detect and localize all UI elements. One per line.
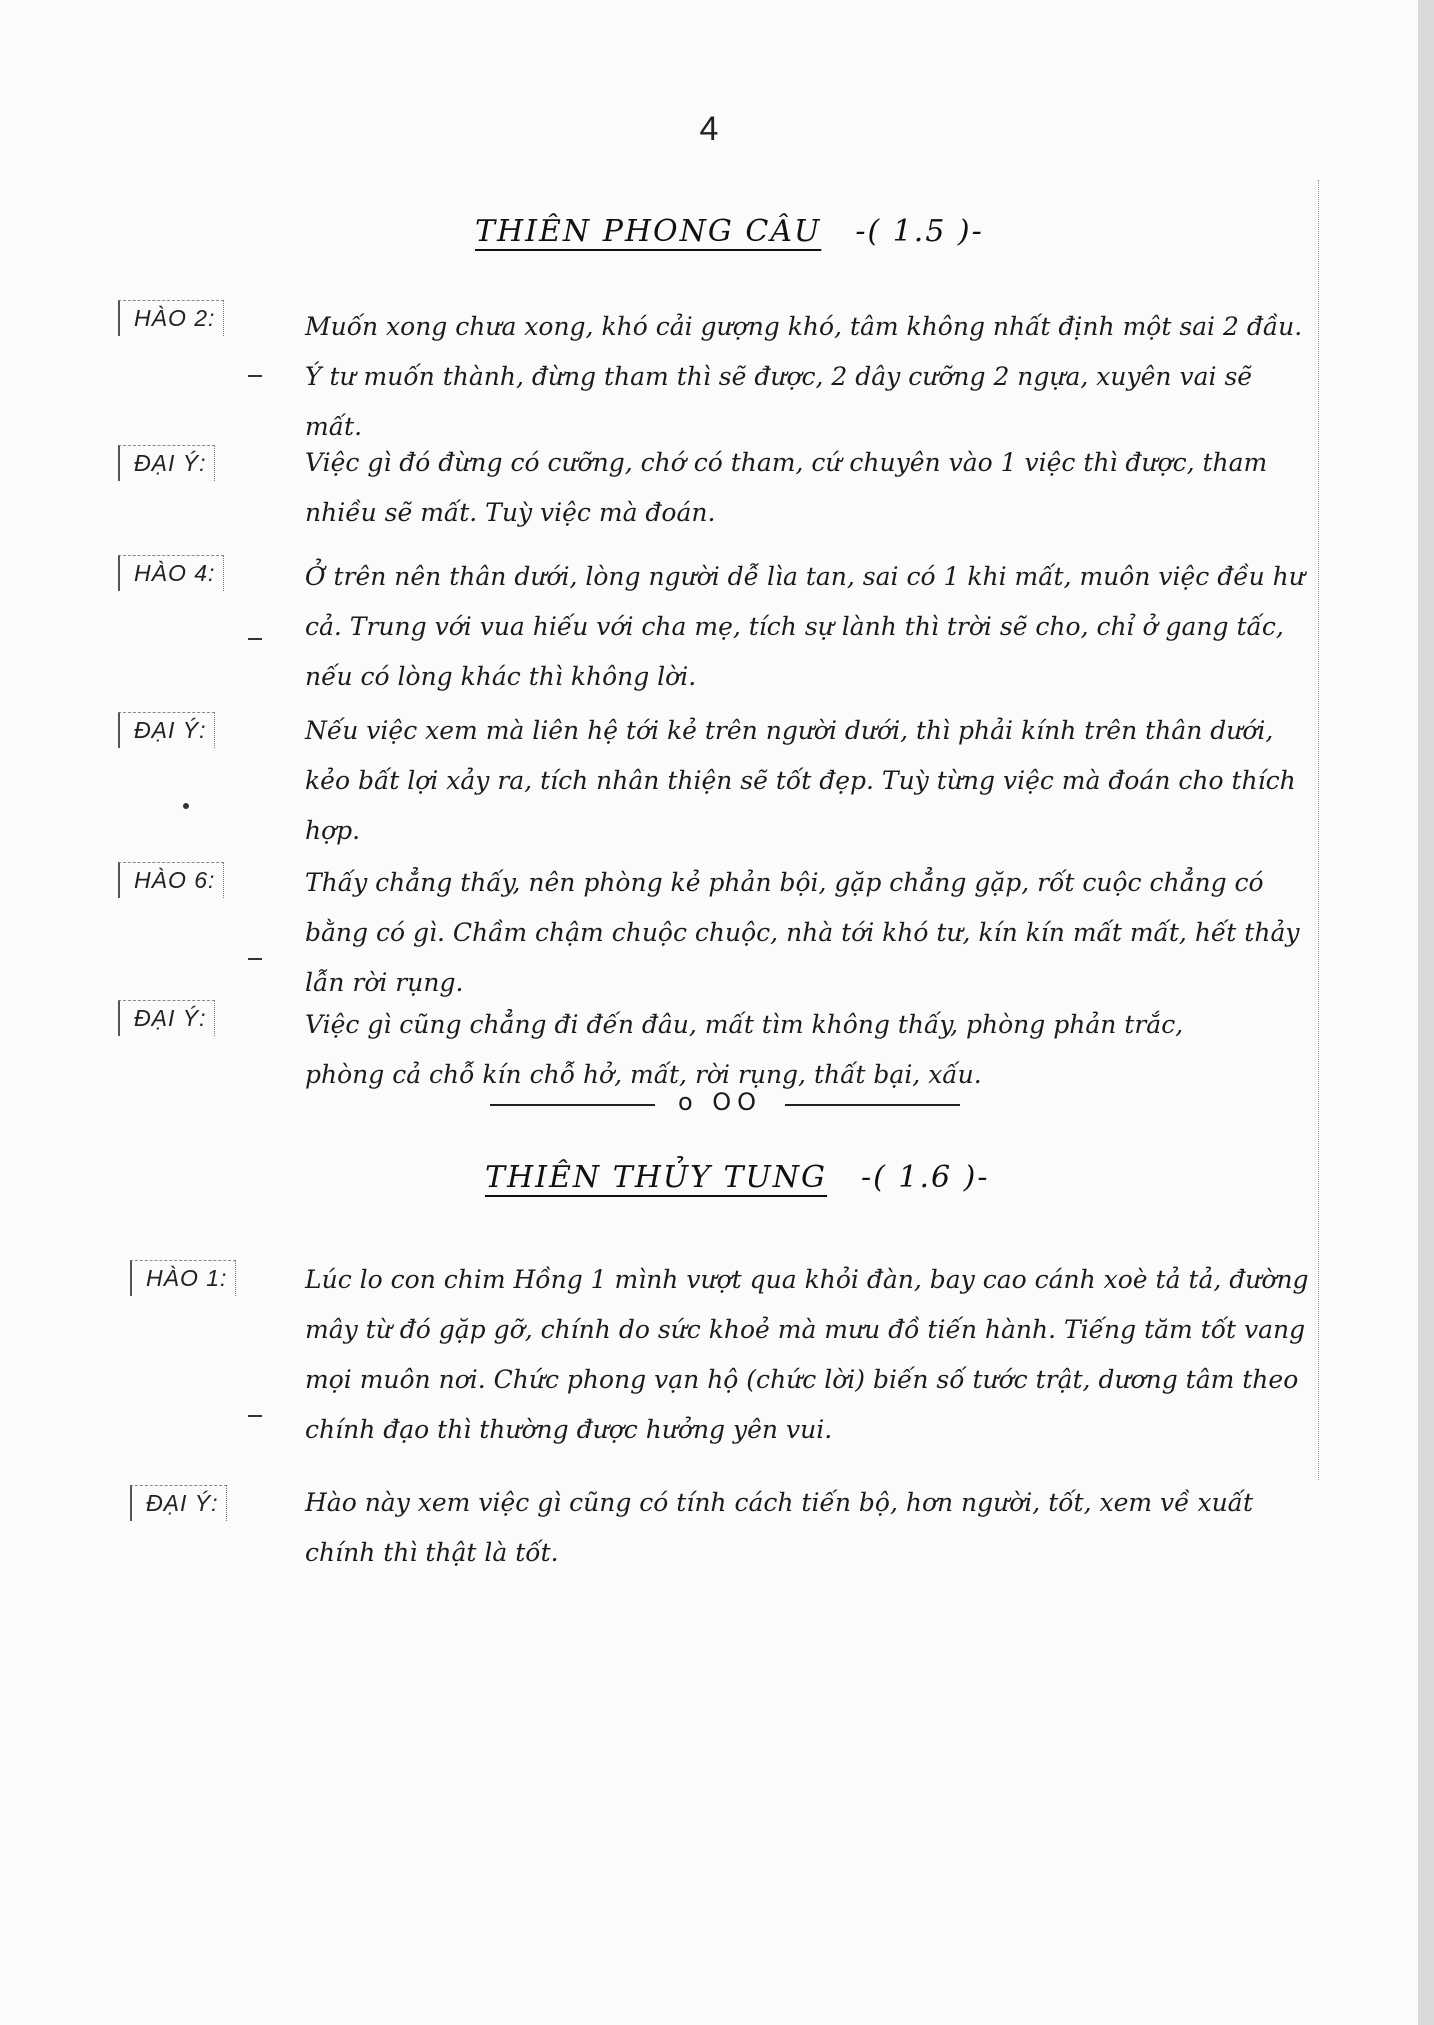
- section-title-text: THIÊN PHONG CÂU: [475, 214, 822, 249]
- section-title-thien-thuy-tung: [485, 1160, 989, 1195]
- margin-dash: [248, 958, 262, 960]
- entry-text-dai-y: Hào này xem việc gì cũng có tính cách tiến bộ, hơn người, tốt, xem về xuất chính thì thật là tốt.: [305, 1488, 1254, 1567]
- section-code: -( 1.5 )-: [855, 214, 984, 249]
- margin-dash: [248, 375, 262, 377]
- section-title-thien-phong-cau: [475, 214, 984, 249]
- entry-text-dai-y: Việc gì cũng chẳng đi đến đâu, mất tìm không thấy, phòng phản trắc, phòng cả chỗ kín chỗ hở, mất, rời rụng, thất bại, xấu.: [305, 1010, 1184, 1089]
- entry-label-dai-y: ĐẠI Ý:: [118, 712, 215, 748]
- entry-label-dai-y: ĐẠI Ý:: [118, 445, 215, 481]
- page-number: 4: [699, 110, 719, 148]
- entry-label-hao-6: HÀO 6:: [118, 862, 224, 898]
- margin-rule: [1318, 180, 1320, 1480]
- entry-text-dai-y: Nếu việc xem mà liên hệ tới kẻ trên người dưới, thì phải kính trên thân dưới, kẻo bất lợi xảy ra, tích nhân thiện sẽ tốt đẹp. Tuỳ từng việc mà đoán cho thích hợp.: [305, 716, 1296, 845]
- entry-label-hao-2: HÀO 2:: [118, 300, 224, 336]
- entry-label-hao-1: HÀO 1:: [130, 1260, 236, 1296]
- entry-text-hao-2: Muốn xong chưa xong, khó cải gượng khó, tâm không nhất định một sai 2 đầu. Ý tư muốn thành, đừng tham thì sẽ được, 2 dây cưỡng 2 ngựa, xuyên vai sẽ mất.: [305, 312, 1303, 441]
- margin-mark: [183, 803, 189, 809]
- entry-text-hao-1: Lúc lo con chim Hồng 1 mình vượt qua khỏi đàn, bay cao cánh xoè tả tả, đường mây từ đó gặp gỡ, chính do sức khoẻ mà mưu đồ tiến hành. Tiếng tăm tốt vang mọi muôn nơi. Chức phong vạn hộ (chức lời) biến số tước trật, dương tâm theo chính đạo thì thường được hưởng yên vui.: [305, 1265, 1309, 1444]
- entry-label-hao-4: HÀO 4:: [118, 555, 224, 591]
- entry-text-hao-4: Ở trên nên thân dưới, lòng người dễ lìa tan, sai có 1 khi mất, muôn việc đều hư cả. Trung với vua hiếu với cha mẹ, tích sự lành thì trời sẽ cho, chỉ ở gang tấc, nếu có lòng khác thì không lời.: [305, 562, 1305, 691]
- section-title-text: THIÊN THỦY TUNG: [485, 1160, 828, 1195]
- divider-mark: o OO: [677, 1088, 763, 1116]
- divider-line: [785, 1104, 960, 1106]
- margin-dash: [248, 1415, 262, 1417]
- section-divider: [490, 1090, 960, 1120]
- scan-edge: [1418, 0, 1434, 2025]
- divider-line: [490, 1104, 655, 1106]
- entry-text-hao-6: Thấy chẳng thấy, nên phòng kẻ phản bội, gặp chẳng gặp, rốt cuộc chẳng có bằng có gì. Chầm chậm chuộc chuộc, nhà tới khó tư, kín kín mất mất, hết thảy lẫn rời rụng.: [305, 868, 1300, 997]
- margin-dash: [248, 638, 262, 640]
- entry-label-dai-y: ĐẠI Ý:: [130, 1485, 227, 1521]
- section-code: -( 1.6 )-: [861, 1160, 990, 1195]
- entry-text-dai-y: Việc gì đó đừng có cưỡng, chớ có tham, cứ chuyên vào 1 việc thì được, tham nhiều sẽ mất. Tuỳ việc mà đoán.: [305, 448, 1268, 527]
- entry-label-dai-y: ĐẠI Ý:: [118, 1000, 215, 1036]
